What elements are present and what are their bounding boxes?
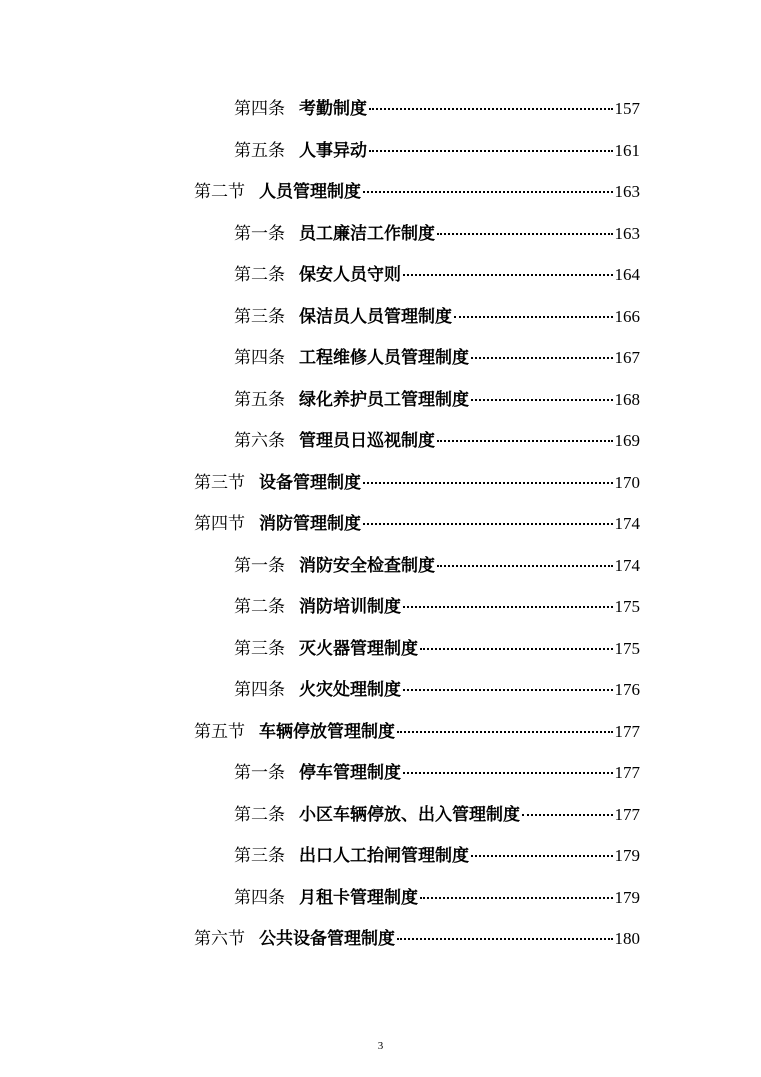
toc-entry-title: 人员管理制度 (259, 182, 361, 202)
toc-entry-page: 177 (614, 763, 640, 782)
toc-entry-title: 消防管理制度 (259, 514, 361, 534)
toc-entry[interactable] (234, 423, 640, 459)
toc-entry-page: 180 (614, 929, 640, 948)
toc-entry[interactable] (234, 91, 640, 127)
toc-entry-title: 火灾处理制度 (299, 680, 401, 700)
dotted-leader (522, 814, 613, 816)
toc-entry-label: 第一条 (234, 555, 285, 576)
toc-entry-title: 管理员日巡视制度 (299, 431, 435, 451)
dotted-leader (363, 523, 613, 525)
toc-entry-label: 第四条 (234, 99, 285, 119)
toc-entry[interactable] (234, 257, 640, 293)
dotted-leader (437, 233, 613, 235)
toc-entry-page: 163 (614, 223, 640, 243)
toc-entry-title: 保洁员人员管理制度 (299, 306, 452, 327)
toc-entry-label: 第一条 (234, 223, 285, 244)
toc-entry-page: 174 (614, 555, 640, 575)
toc-entry-label: 第六节 (194, 929, 245, 949)
toc-entry-label: 第二条 (234, 265, 285, 285)
dotted-leader (471, 357, 613, 359)
toc-entry[interactable] (234, 589, 640, 625)
toc-entry[interactable] (194, 506, 640, 542)
toc-entry-page: 166 (614, 306, 640, 326)
toc-entry-label: 第三条 (234, 638, 285, 659)
toc-entry-page: 179 (614, 846, 640, 865)
toc-entry[interactable] (194, 714, 640, 750)
toc-entry-page: 176 (614, 680, 640, 699)
toc-entry[interactable] (234, 797, 640, 833)
dotted-leader (420, 897, 613, 899)
dotted-leader (437, 565, 613, 567)
toc-entry-label: 第四节 (194, 514, 245, 534)
toc-entry[interactable] (234, 216, 640, 252)
toc-entry-page: 157 (614, 99, 640, 118)
dotted-leader (403, 772, 613, 774)
toc-entry-page: 167 (614, 348, 640, 367)
toc-entry-page: 164 (614, 265, 640, 284)
toc-entry[interactable] (234, 382, 640, 418)
toc-entry-page: 177 (614, 804, 640, 824)
toc-entry[interactable] (234, 133, 640, 169)
dotted-leader (437, 440, 613, 442)
toc-entry-page: 175 (614, 597, 640, 616)
dotted-leader (363, 482, 613, 484)
toc-entry-title: 保安人员守则 (299, 265, 401, 285)
toc-entry-title: 考勤制度 (299, 99, 367, 119)
page-number: 3 (377, 1040, 384, 1052)
toc-entry-title: 设备管理制度 (259, 472, 361, 493)
toc-entry-label: 第三节 (194, 472, 245, 493)
toc-entry[interactable] (234, 880, 640, 916)
toc-entry-title: 消防安全检查制度 (299, 555, 435, 576)
toc-entry-title: 出口人工抬闸管理制度 (299, 846, 469, 866)
dotted-leader (420, 648, 613, 650)
toc-entry-title: 绿化养护员工管理制度 (299, 389, 469, 410)
dotted-leader (403, 689, 613, 691)
toc-entry-label: 第四条 (234, 887, 285, 908)
toc-entry[interactable] (234, 838, 640, 874)
toc-entry-label: 第三条 (234, 846, 285, 866)
toc-entry-page: 163 (614, 182, 640, 201)
dotted-leader (397, 938, 613, 940)
toc-entry-title: 公共设备管理制度 (259, 929, 395, 949)
toc-entry-label: 第二条 (234, 804, 285, 825)
toc-entry-label: 第三条 (234, 306, 285, 327)
toc-entry[interactable] (234, 631, 640, 667)
toc-entry-page: 169 (614, 431, 640, 450)
toc-entry[interactable] (194, 174, 640, 210)
dotted-leader (397, 731, 613, 733)
toc-entry-label: 第五节 (194, 721, 245, 742)
toc-entry-page: 170 (614, 472, 640, 492)
dotted-leader (403, 274, 613, 276)
toc-entry-page: 161 (614, 140, 640, 160)
toc-entry-page: 168 (614, 389, 640, 409)
toc-entry[interactable] (234, 672, 640, 708)
toc-entry[interactable] (194, 465, 640, 501)
dotted-leader (369, 108, 613, 110)
toc-entry[interactable] (234, 299, 640, 335)
toc-entry-page: 174 (614, 514, 640, 533)
toc-entry-title: 车辆停放管理制度 (259, 721, 395, 742)
toc-entry[interactable] (194, 921, 640, 957)
dotted-leader (369, 150, 613, 152)
toc-entry-title: 小区车辆停放、出入管理制度 (299, 804, 520, 825)
toc-entry-title: 工程维修人员管理制度 (299, 348, 469, 368)
toc-entry-label: 第四条 (234, 348, 285, 368)
toc-entry-title: 员工廉洁工作制度 (299, 223, 435, 244)
dotted-leader (403, 606, 613, 608)
toc-entry[interactable] (234, 755, 640, 791)
toc-entry-title: 消防培训制度 (299, 597, 401, 617)
toc-entry-label: 第四条 (234, 680, 285, 700)
toc-entry-page: 177 (614, 721, 640, 741)
toc-entry-label: 第五条 (234, 389, 285, 410)
toc-entry-title: 人事异动 (299, 140, 367, 161)
dotted-leader (471, 399, 613, 401)
toc-entry-label: 第二条 (234, 597, 285, 617)
toc-entry-label: 第一条 (234, 763, 285, 783)
dotted-leader (363, 191, 613, 193)
toc-entry[interactable] (234, 548, 640, 584)
toc-entry-label: 第五条 (234, 140, 285, 161)
toc-entry-page: 179 (614, 887, 640, 907)
toc-entry-page: 175 (614, 638, 640, 658)
toc-entry-title: 月租卡管理制度 (299, 887, 418, 908)
toc-entry-title: 灭火器管理制度 (299, 638, 418, 659)
toc-entry-label: 第六条 (234, 431, 285, 451)
toc-entry[interactable] (234, 340, 640, 376)
dotted-leader (471, 855, 613, 857)
toc-entry-label: 第二节 (194, 182, 245, 202)
toc-entry-title: 停车管理制度 (299, 763, 401, 783)
dotted-leader (454, 316, 613, 318)
